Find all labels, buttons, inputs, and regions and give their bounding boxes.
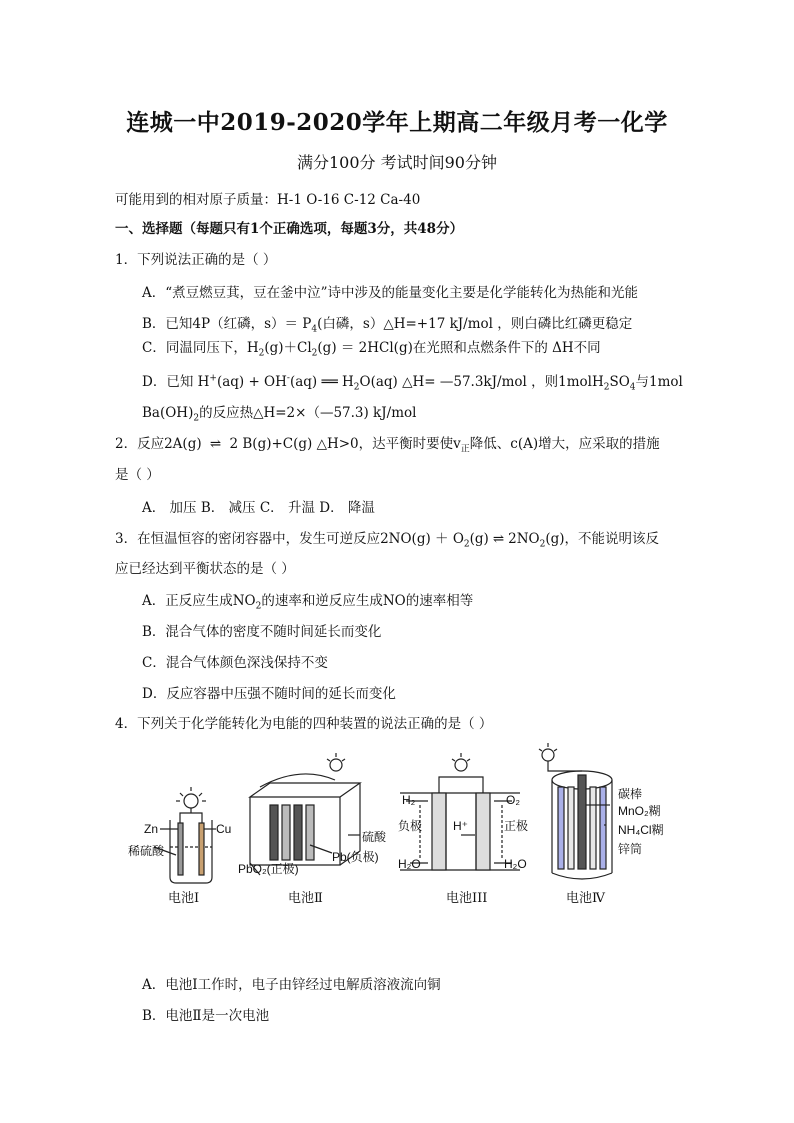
battery-4-drawing: [539, 743, 612, 879]
battery-3-caption: 电池III: [446, 891, 488, 906]
battery-4-mno2-label: MnO₂糊: [618, 804, 661, 818]
battery-2-pbo2-label: PbO₂(正极): [238, 862, 299, 876]
battery-3-h2o-right-label: H₂O: [504, 857, 527, 871]
battery-3-h2o-left-label: H₂O: [398, 857, 421, 871]
battery-4-caption: 电池Ⅳ: [566, 891, 605, 906]
battery-2-pb-label: Pb(负极): [332, 850, 379, 864]
q3-stem-line2: 应已经达到平衡状态的是（ ）: [115, 561, 295, 577]
q2-stem-line2: 是（ ）: [115, 467, 160, 483]
q1-option-d-line2: $Ba(OH)_2$的反应热△H=2×（—57.3) kJ/mol: [142, 405, 417, 424]
q3-option-d: D．反应容器中压强不随时间的延长而变化: [142, 686, 396, 702]
q4-stem: 4．下列关于化学能转化为电能的四种装置的说法正确的是（ ）: [115, 716, 493, 732]
q2-stem: 2．反应2A(g) ⇌ 2 B(g)+C(g) △H>0，达平衡时要使$v_正$降低、c(A)增大，应采取的措施: [115, 436, 660, 455]
battery-3-drawing: [400, 753, 520, 870]
battery-2-acid-label: 硫酸: [362, 830, 387, 844]
q3-option-b: B．混合气体的密度不随时间延长而变化: [142, 624, 382, 640]
q3-stem: 3．在恒温恒容的密闭容器中，发生可逆反应$2NO(g) + O_2(g)$ ⇌ $2NO_2(g)$，不能说明该反: [115, 531, 660, 550]
battery-1-caption: 电池Ⅰ: [168, 891, 200, 906]
q1-option-b: B．已知4P（红磷，$s)= P_4$(白磷，s）△H=+17 kJ/mol ，则白磷比红磷更稳定: [142, 316, 633, 335]
battery-3-neg-label: 负极: [398, 819, 423, 833]
battery-3-o2-label: O₂: [506, 793, 520, 807]
battery-2-caption: 电池Ⅱ: [288, 891, 323, 906]
battery-4-nh4cl-label: NH₄Cl糊: [618, 823, 664, 837]
battery-diagram: [110, 735, 690, 905]
battery-1-cu-label: Cu: [216, 822, 232, 836]
battery-1-drawing: [154, 787, 216, 883]
equilibrium-arrow-icon: ⇌: [492, 531, 505, 547]
battery-1-zn-label: Zn: [144, 822, 159, 836]
q4-option-b: B．电池Ⅱ是一次电池: [142, 1008, 270, 1024]
battery-4-zinc-label: 锌筒: [618, 842, 643, 856]
q2-options: A． 加压 B． 减压 C． 升温 D． 降温: [142, 500, 375, 516]
q3-option-c: C．混合气体颜色深浅保持不变: [142, 655, 328, 671]
page-subtitle: 满分100分 考试时间90分钟: [297, 153, 497, 172]
atomic-mass-line: 可能用到的相对原子质量：H-1 O-16 C-12 Ca-40: [115, 192, 421, 208]
page-title: 连城一中2019-2020学年上期高二年级月考一化学: [126, 109, 668, 136]
battery-3-hplus-label: H⁺: [453, 819, 468, 833]
battery-3-h2-label: H₂: [402, 793, 416, 807]
q3-option-a: A．正反应生成$NO_2$的速率和逆反应生成NO的速率相等: [142, 593, 474, 612]
equilibrium-arrow-icon: ⇌: [209, 436, 222, 452]
q1-stem: 1．下列说法正确的是（ ）: [115, 252, 277, 268]
q1-option-a: A．“煮豆燃豆萁，豆在釜中泣”诗中涉及的能量变化主要是化学能转化为热能和光能: [142, 285, 639, 301]
q1-option-d: D．已知 H+(aq) + OH-(aq) ══ $H_2O(aq)$ △H= —57.3kJ/mol ，则$1molH_2SO_4$与1mol: [142, 373, 683, 393]
section-heading: 一、选择题（每题只有1个正确选项，每题3分，共48分）: [115, 221, 464, 237]
q4-option-a: A．电池Ⅰ工作时，电子由锌经过电解质溶液流向铜: [142, 977, 441, 993]
q1-option-c: C．同温同压下，$H_2(g)+Cl_2(g) = 2HCl(g)$在光照和点燃条件下的 ΔH不同: [142, 340, 601, 359]
battery-3-pos-label: 正极: [504, 819, 529, 833]
battery-1-acid-label: 稀硫酸: [128, 844, 165, 858]
battery-4-rod-label: 碳棒: [618, 787, 643, 801]
